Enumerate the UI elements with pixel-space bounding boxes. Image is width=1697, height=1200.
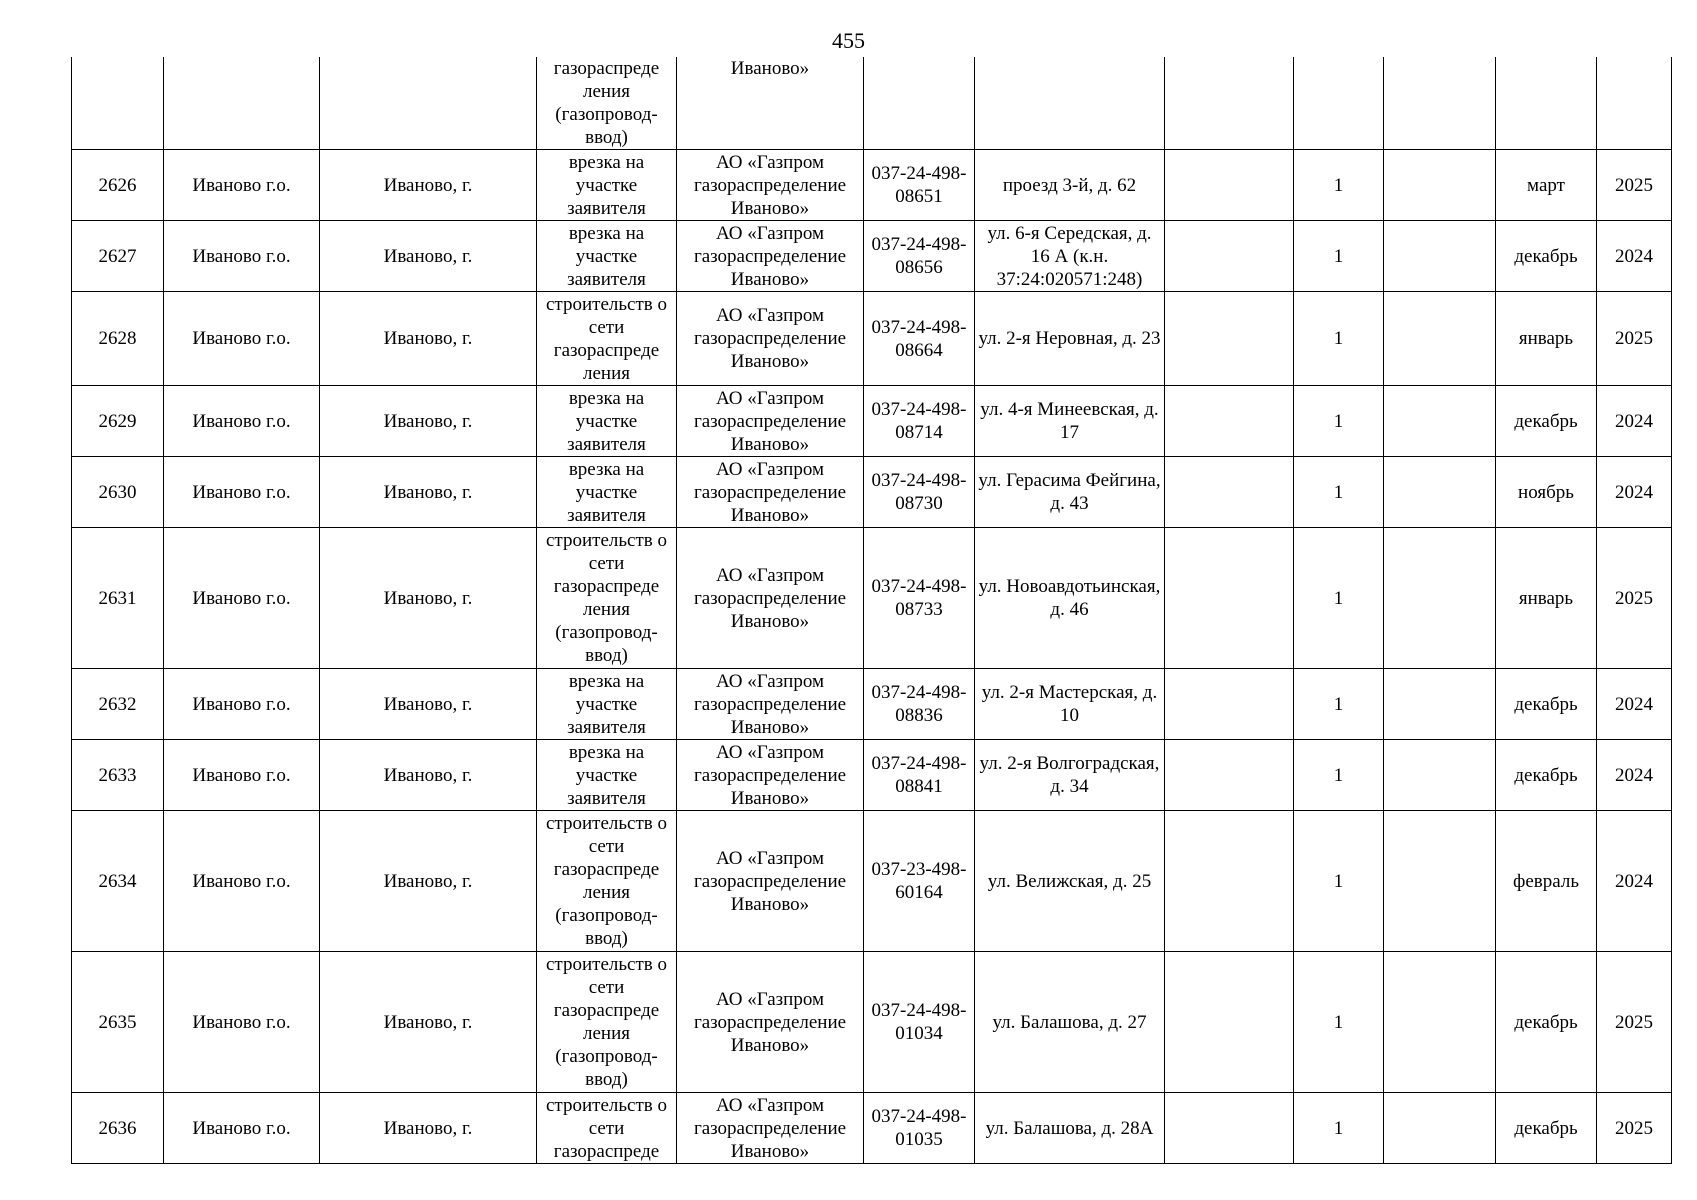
cell-code: [864, 57, 975, 150]
cell-org: АО «Газпром газораспределение Иваново»: [677, 669, 864, 740]
cell-col10: [1384, 811, 1496, 952]
cell-org: Иваново»: [677, 57, 864, 150]
registry-table: [71, 57, 1672, 1164]
cell-district: Иваново г.о.: [164, 1093, 320, 1164]
cell-code: 037-24-498-08836: [864, 669, 975, 740]
cell-type: врезка на участке заявителя: [537, 221, 677, 292]
table-row: [72, 811, 1672, 952]
cell-address: ул. 2-я Волгоградская, д. 34: [975, 740, 1165, 811]
cell-address: проезд 3-й, д. 62: [975, 150, 1165, 221]
cell-type: строительств о сети газораспреде ления: [537, 292, 677, 386]
cell-month: январь: [1496, 292, 1597, 386]
table-row: [72, 1093, 1672, 1164]
cell-type: врезка на участке заявителя: [537, 740, 677, 811]
cell-col10: [1384, 669, 1496, 740]
cell-col8: [1165, 292, 1294, 386]
cell-district: Иваново г.о.: [164, 740, 320, 811]
cell-month: февраль: [1496, 811, 1597, 952]
cell-address: ул. Балашова, д. 28А: [975, 1093, 1165, 1164]
cell-type: газораспреде ления (газопровод-ввод): [537, 57, 677, 150]
cell-qty: 1: [1294, 528, 1384, 669]
page-number: 455: [832, 28, 865, 53]
cell-district: Иваново г.о.: [164, 386, 320, 457]
cell-code: 037-24-498-08664: [864, 292, 975, 386]
cell-district: [164, 57, 320, 150]
cell-year: [1597, 57, 1672, 150]
table-row: [72, 386, 1672, 457]
cell-org: АО «Газпром газораспределение Иваново»: [677, 221, 864, 292]
table-row: [72, 457, 1672, 528]
cell-no: 2631: [72, 528, 164, 669]
cell-settlement: [320, 57, 537, 150]
cell-col8: [1165, 811, 1294, 952]
cell-col10: [1384, 1093, 1496, 1164]
cell-qty: 1: [1294, 811, 1384, 952]
cell-qty: [1294, 57, 1384, 150]
cell-org: АО «Газпром газораспределение Иваново»: [677, 457, 864, 528]
cell-settlement: Иваново, г.: [320, 150, 537, 221]
cell-year: 2025: [1597, 150, 1672, 221]
cell-org: АО «Газпром газораспределение Иваново»: [677, 740, 864, 811]
cell-no: 2636: [72, 1093, 164, 1164]
cell-year: 2025: [1597, 292, 1672, 386]
cell-code: 037-24-498-01034: [864, 952, 975, 1093]
cell-col8: [1165, 457, 1294, 528]
cell-year: 2025: [1597, 528, 1672, 669]
cell-col10: [1384, 528, 1496, 669]
cell-district: Иваново г.о.: [164, 528, 320, 669]
cell-district: Иваново г.о.: [164, 221, 320, 292]
cell-settlement: Иваново, г.: [320, 457, 537, 528]
cell-code: 037-24-498-01035: [864, 1093, 975, 1164]
cell-col10: [1384, 57, 1496, 150]
cell-qty: 1: [1294, 740, 1384, 811]
cell-address: ул. Велижская, д. 25: [975, 811, 1165, 952]
cell-col8: [1165, 528, 1294, 669]
cell-type: врезка на участке заявителя: [537, 150, 677, 221]
cell-settlement: Иваново, г.: [320, 528, 537, 669]
cell-no: [72, 57, 164, 150]
cell-settlement: Иваново, г.: [320, 811, 537, 952]
cell-col8: [1165, 1093, 1294, 1164]
cell-type: врезка на участке заявителя: [537, 669, 677, 740]
cell-month: декабрь: [1496, 1093, 1597, 1164]
cell-code: 037-24-498-08651: [864, 150, 975, 221]
table-row: [72, 221, 1672, 292]
cell-year: 2024: [1597, 740, 1672, 811]
cell-year: 2025: [1597, 952, 1672, 1093]
cell-month: ноябрь: [1496, 457, 1597, 528]
cell-qty: 1: [1294, 952, 1384, 1093]
cell-year: 2024: [1597, 811, 1672, 952]
table-row: [72, 150, 1672, 221]
cell-code: 037-23-498-60164: [864, 811, 975, 952]
cell-col10: [1384, 952, 1496, 1093]
table-body: [72, 57, 1672, 1164]
cell-org: АО «Газпром газораспределение Иваново»: [677, 811, 864, 952]
cell-col8: [1165, 57, 1294, 150]
cell-code: 037-24-498-08714: [864, 386, 975, 457]
cell-year: 2024: [1597, 386, 1672, 457]
cell-type: врезка на участке заявителя: [537, 457, 677, 528]
cell-qty: 1: [1294, 150, 1384, 221]
cell-qty: 1: [1294, 386, 1384, 457]
cell-org: АО «Газпром газораспределение Иваново»: [677, 292, 864, 386]
cell-settlement: Иваново, г.: [320, 740, 537, 811]
cell-col10: [1384, 740, 1496, 811]
cell-settlement: Иваново, г.: [320, 952, 537, 1093]
cell-col8: [1165, 740, 1294, 811]
cell-address: ул. Балашова, д. 27: [975, 952, 1165, 1093]
table-row: [72, 669, 1672, 740]
cell-type: строительств о сети газораспреде: [537, 1093, 677, 1164]
table-row: [72, 292, 1672, 386]
cell-code: 037-24-498-08841: [864, 740, 975, 811]
cell-qty: 1: [1294, 221, 1384, 292]
cell-org: АО «Газпром газораспределение Иваново»: [677, 386, 864, 457]
cell-district: Иваново г.о.: [164, 457, 320, 528]
cell-no: 2634: [72, 811, 164, 952]
cell-district: Иваново г.о.: [164, 952, 320, 1093]
cell-address: ул. Новоавдотьинская, д. 46: [975, 528, 1165, 669]
cell-no: 2627: [72, 221, 164, 292]
cell-col10: [1384, 221, 1496, 292]
cell-no: 2628: [72, 292, 164, 386]
cell-no: 2633: [72, 740, 164, 811]
cell-year: 2024: [1597, 457, 1672, 528]
cell-month: март: [1496, 150, 1597, 221]
cell-settlement: Иваново, г.: [320, 221, 537, 292]
cell-address: ул. 2-я Неровная, д. 23: [975, 292, 1165, 386]
table-row: [72, 528, 1672, 669]
cell-district: Иваново г.о.: [164, 669, 320, 740]
cell-address: ул. 2-я Мастерская, д. 10: [975, 669, 1165, 740]
cell-col10: [1384, 292, 1496, 386]
cell-code: 037-24-498-08733: [864, 528, 975, 669]
cell-org: АО «Газпром газораспределение Иваново»: [677, 528, 864, 669]
cell-code: 037-24-498-08656: [864, 221, 975, 292]
cell-col10: [1384, 457, 1496, 528]
cell-col10: [1384, 386, 1496, 457]
cell-qty: 1: [1294, 669, 1384, 740]
cell-org: АО «Газпром газораспределение Иваново»: [677, 952, 864, 1093]
cell-month: декабрь: [1496, 221, 1597, 292]
cell-settlement: Иваново, г.: [320, 386, 537, 457]
cell-address: [975, 57, 1165, 150]
cell-col8: [1165, 221, 1294, 292]
cell-col10: [1384, 150, 1496, 221]
cell-year: 2024: [1597, 221, 1672, 292]
cell-year: 2024: [1597, 669, 1672, 740]
cell-month: декабрь: [1496, 669, 1597, 740]
cell-qty: 1: [1294, 292, 1384, 386]
cell-year: 2025: [1597, 1093, 1672, 1164]
table-row: [72, 740, 1672, 811]
cell-no: 2629: [72, 386, 164, 457]
cell-type: врезка на участке заявителя: [537, 386, 677, 457]
cell-district: Иваново г.о.: [164, 150, 320, 221]
cell-address: ул. Герасима Фейгина, д. 43: [975, 457, 1165, 528]
cell-org: АО «Газпром газораспределение Иваново»: [677, 150, 864, 221]
cell-month: январь: [1496, 528, 1597, 669]
cell-address: ул. 4-я Минеевская, д. 17: [975, 386, 1165, 457]
cell-qty: 1: [1294, 457, 1384, 528]
cell-code: 037-24-498-08730: [864, 457, 975, 528]
cell-month: декабрь: [1496, 386, 1597, 457]
table-row-continued: [72, 57, 1672, 150]
cell-col8: [1165, 669, 1294, 740]
cell-district: Иваново г.о.: [164, 292, 320, 386]
cell-org: АО «Газпром газораспределение Иваново»: [677, 1093, 864, 1164]
cell-type: строительств о сети газораспреде ления (газопровод-ввод): [537, 952, 677, 1093]
cell-type: строительств о сети газораспреде ления (газопровод-ввод): [537, 811, 677, 952]
cell-month: декабрь: [1496, 952, 1597, 1093]
cell-col8: [1165, 952, 1294, 1093]
cell-no: 2626: [72, 150, 164, 221]
cell-settlement: Иваново, г.: [320, 1093, 537, 1164]
cell-district: Иваново г.о.: [164, 811, 320, 952]
cell-col8: [1165, 150, 1294, 221]
cell-month: декабрь: [1496, 740, 1597, 811]
cell-address: ул. 6-я Середская, д. 16 А (к.н. 37:24:020571:248): [975, 221, 1165, 292]
cell-qty: 1: [1294, 1093, 1384, 1164]
table-row: [72, 952, 1672, 1093]
cell-type: строительств о сети газораспреде ления (газопровод-ввод): [537, 528, 677, 669]
cell-no: 2635: [72, 952, 164, 1093]
cell-month: [1496, 57, 1597, 150]
cell-settlement: Иваново, г.: [320, 669, 537, 740]
cell-no: 2630: [72, 457, 164, 528]
cell-col8: [1165, 386, 1294, 457]
cell-settlement: Иваново, г.: [320, 292, 537, 386]
cell-no: 2632: [72, 669, 164, 740]
